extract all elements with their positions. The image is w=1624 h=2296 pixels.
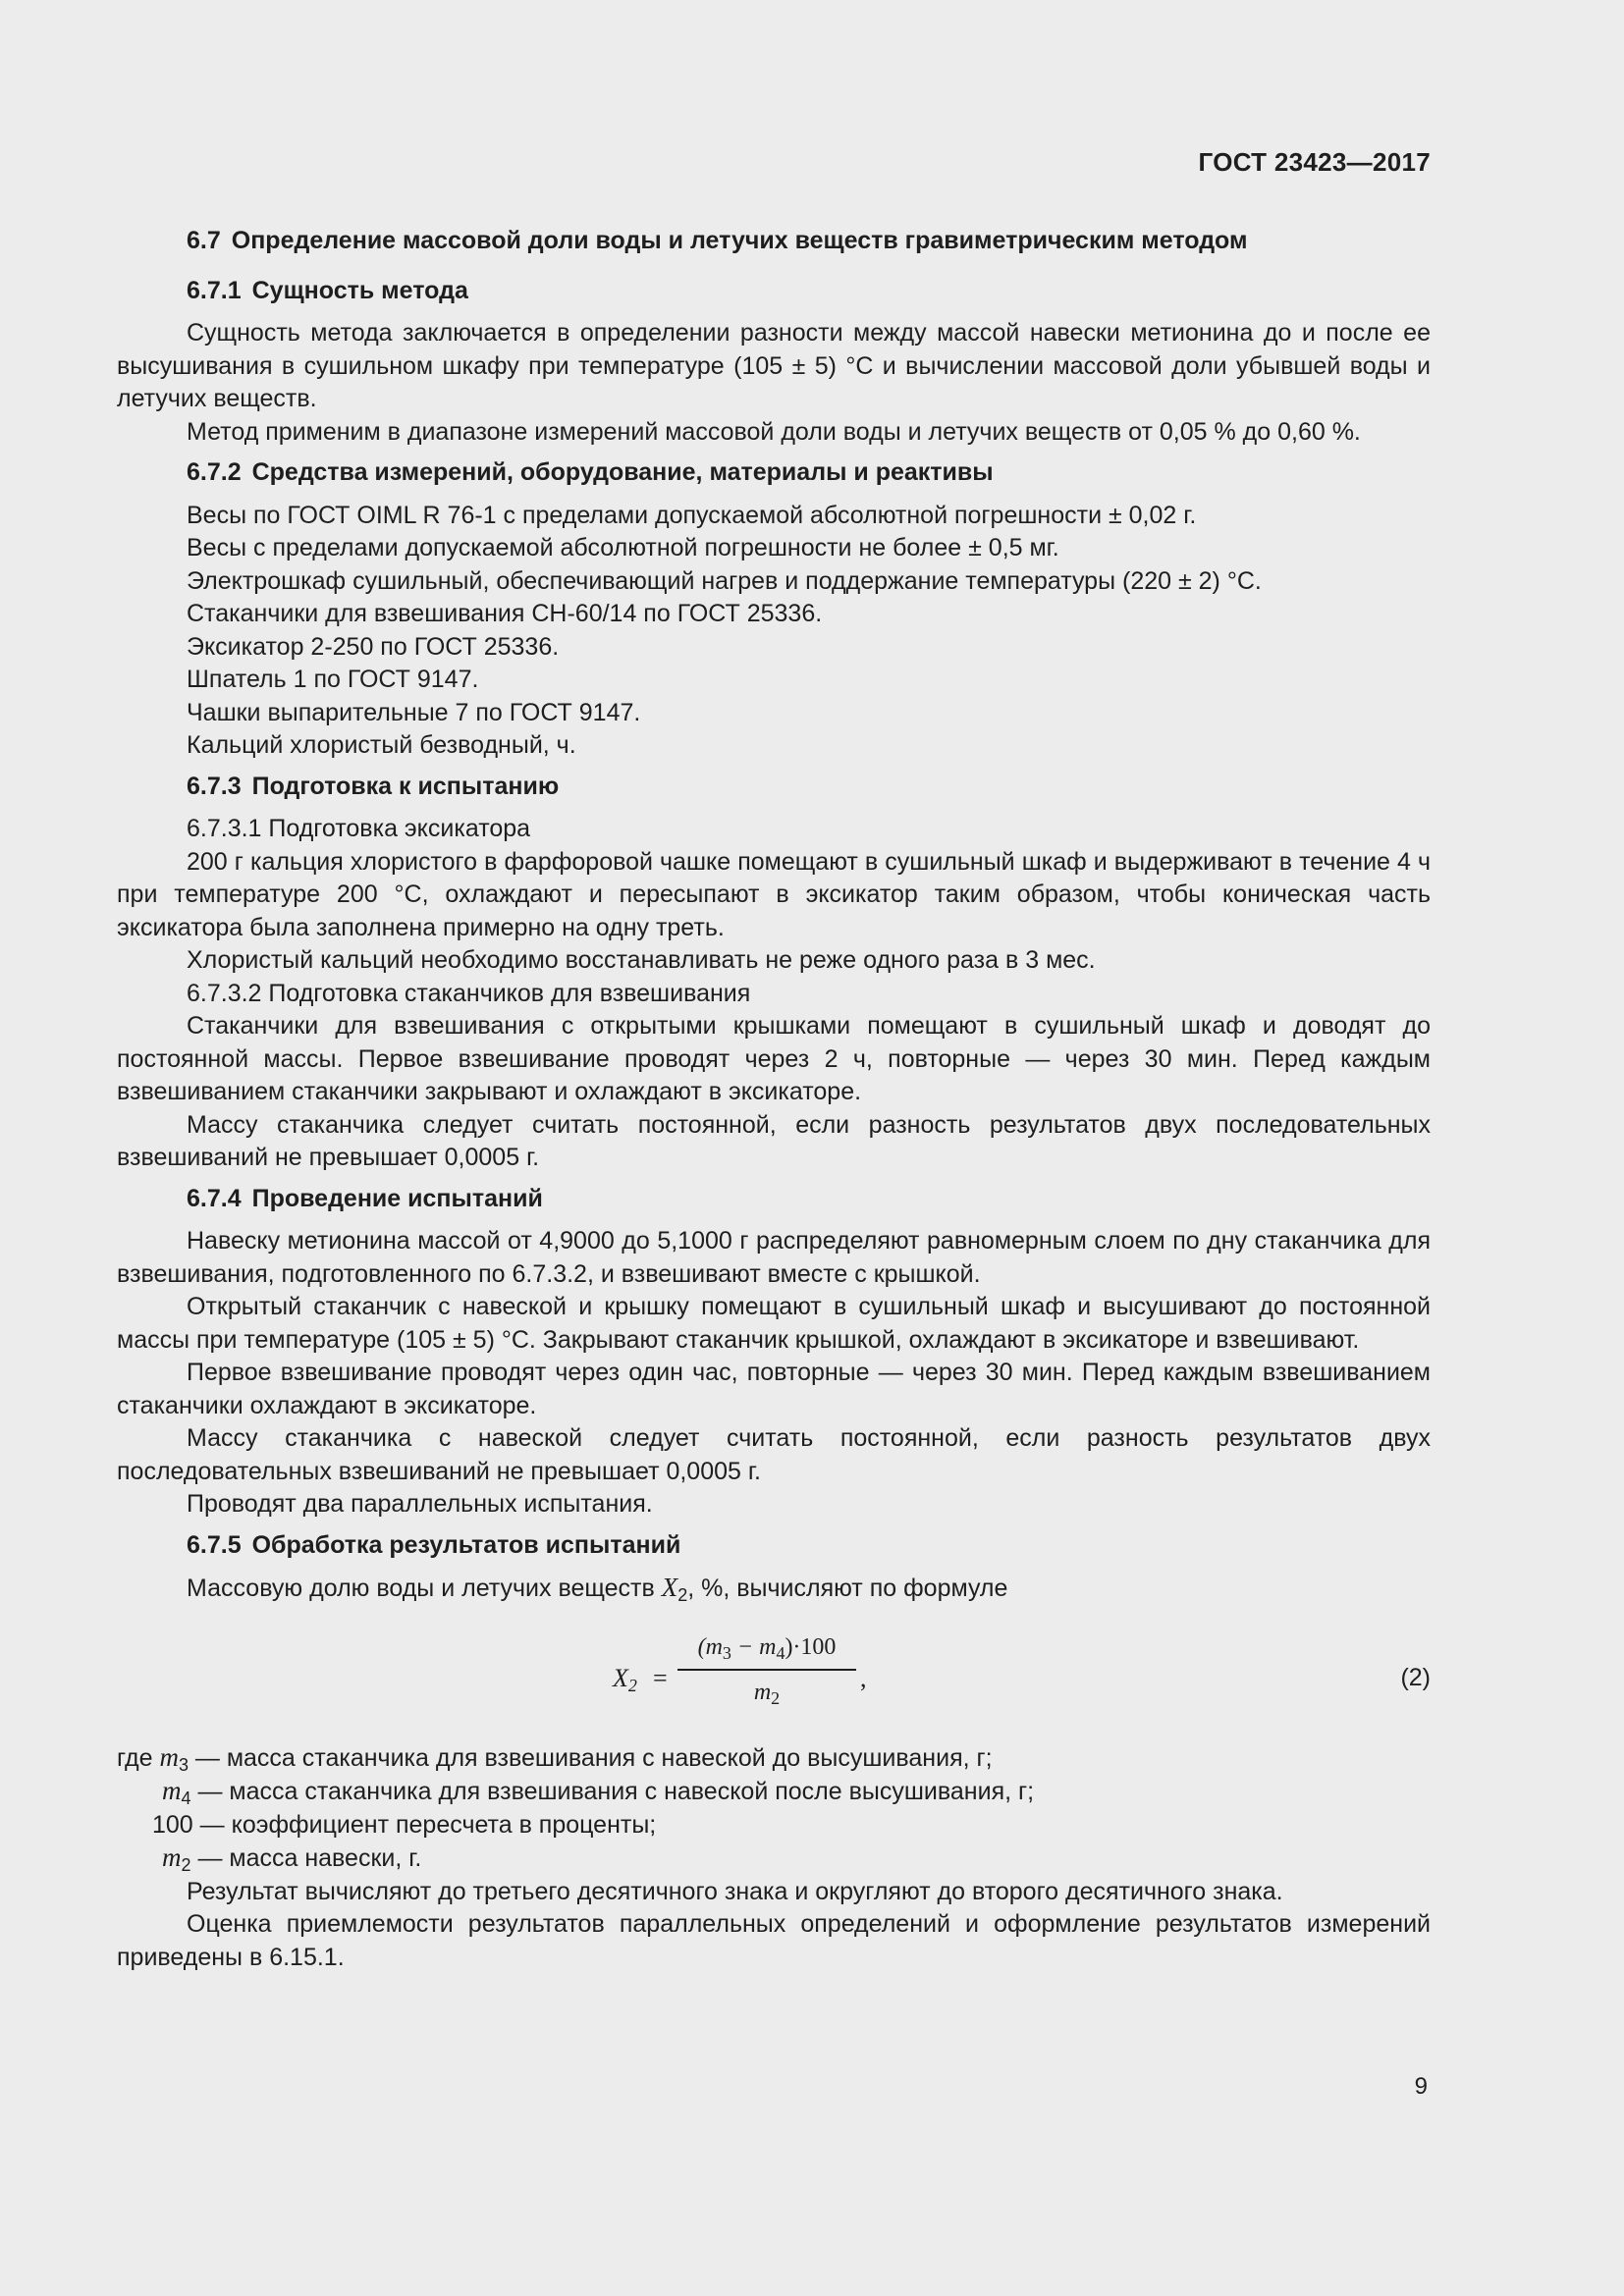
paragraph: Оценка приемлемости результатов параллельных определений и оформление результатов измерений приведены в 6.15.1. xyxy=(117,1910,1431,1971)
subsection-heading-6-7-2 xyxy=(117,456,1431,490)
legend-text: — масса стаканчика для взвешивания с навеской до высушивания, г; xyxy=(188,1743,993,1772)
legend-item xyxy=(117,1741,1431,1776)
fraction-bar xyxy=(677,1669,856,1671)
paragraph: Массу стаканчика следует считать постоянной, если разность результатов двух последовательных взвешиваний не превышает 0,0005 г. xyxy=(117,1110,1431,1171)
den-variable: m xyxy=(753,1680,772,1705)
intro-text: Массовую долю воды и летучих веществ xyxy=(187,1575,662,1602)
variable-legend xyxy=(117,1741,1431,1876)
subscript: 2 xyxy=(771,1688,781,1708)
paragraph: Хлористый кальций необходимо восстанавливать не реже одного раза в 3 мес. xyxy=(187,946,1096,974)
equipment-item: Шпатель 1 по ГОСТ 9147. xyxy=(187,666,479,693)
equipment-item: Эксикатор 2-250 по ГОСТ 25336. xyxy=(187,632,560,661)
legend-prefix: где xyxy=(117,1743,160,1772)
equipment-item: Стаканчики для взвешивания СН-60/14 по ГОСТ 25336. xyxy=(187,600,823,627)
subscript: 4 xyxy=(776,1642,785,1663)
subscript: 3 xyxy=(178,1754,189,1775)
paragraph: Массу стаканчика с навеской следует считать постоянной, если разность результатов двух последовательных взвешиваний не превышает 0,0005 г. xyxy=(117,1424,1431,1485)
equipment-item: Чашки выпарительные 7 по ГОСТ 9147. xyxy=(187,698,641,726)
num-part: )·100 xyxy=(785,1633,837,1660)
equipment-item: Электрошкаф сушильный, обеспечивающий нагрев и поддержание температуры (220 ± 2) °С. xyxy=(187,566,1262,595)
denominator xyxy=(677,1677,856,1710)
subsection-title: Обработка результатов испытаний xyxy=(251,1530,681,1559)
formula-variable: X xyxy=(613,1663,628,1692)
subsection-title: Сущность метода xyxy=(251,276,468,304)
subscript: 2 xyxy=(181,1855,191,1875)
subsection-title: Подготовка к испытанию xyxy=(251,772,560,800)
paragraph: Проводят два параллельных испытания. xyxy=(187,1490,653,1518)
subsection-title: Проведение испытаний xyxy=(251,1184,543,1212)
paragraph: Стаканчики для взвешивания с открытыми крышками помещают в сушильный шкаф и доводят до постоянной массы. Первое взвешивание проводят через 2 ч, повторные — через 30 мин. Перед каждым взвешиванием стаканчики закрывают и охлаждают в эксикаторе. xyxy=(117,1012,1431,1105)
subscript: 2 xyxy=(627,1675,637,1695)
subsection-number: 6.7.5 xyxy=(187,1530,242,1559)
legend-prefix: 100 xyxy=(152,1810,193,1839)
variable: m xyxy=(162,1842,182,1872)
formula-lhs xyxy=(613,1662,637,1695)
subsection-number: 6.7.4 xyxy=(187,1184,242,1212)
formula-intro xyxy=(117,1572,1431,1606)
document-body xyxy=(117,225,1431,1974)
legend-text: — масса навески, г. xyxy=(190,1844,422,1872)
section-heading xyxy=(117,225,1431,258)
equipment-item: Весы с пределами допускаемой абсолютной погрешности не более ± 0,5 мг. xyxy=(187,534,1059,561)
equipment-item: Весы по ГОСТ OIML R 76-1 с пределами допускаемой абсолютной погрешности ± 0,02 г. xyxy=(187,501,1197,529)
num-part: (m xyxy=(697,1633,723,1660)
formula-block xyxy=(117,1631,1431,1726)
section-number: 6.7 xyxy=(187,227,221,254)
paragraph: Навеску метионина массой от 4,9000 до 5,1000 г распределяют равномерным слоем по дну стаканчика для взвешивания, подготовленного по 6.7.3.2, и взвешивают вместе с крышкой. xyxy=(117,1227,1431,1288)
subsection-heading-6-7-5 xyxy=(117,1529,1431,1563)
fraction xyxy=(677,1631,856,1710)
intro-text-end: , %, вычисляют по формуле xyxy=(687,1575,1008,1602)
legend-item xyxy=(117,1775,1431,1809)
subsection-number: 6.7.1 xyxy=(187,276,242,304)
formula-comma: , xyxy=(860,1663,867,1692)
clause-title: 6.7.3.2 Подготовка стаканчиков для взвешивания xyxy=(187,979,751,1007)
subscript: 4 xyxy=(181,1789,191,1808)
equals-sign: = xyxy=(653,1663,668,1692)
page-number: 9 xyxy=(1414,2073,1428,2100)
variable: X xyxy=(661,1573,678,1602)
clause-title: 6.7.3.1 Подготовка эксикатора xyxy=(187,815,531,842)
legend-text: — коэффициент пересчета в проценты; xyxy=(192,1810,657,1839)
legend-item xyxy=(117,1809,1431,1842)
paragraph: Сущность метода заключается в определении разности между массой навески метионина до и после ее высушивания в сушильном шкафу при температуре (105 ± 5) °С и вычислении массовой доли убывшей воды и летучих веществ. xyxy=(117,319,1431,412)
subscript: 2 xyxy=(677,1585,688,1605)
num-part: − m xyxy=(731,1633,777,1660)
paragraph: Первое взвешивание проводят через один час, повторные — через 30 мин. Перед каждым взвешиванием стаканчики охлаждают в эксикаторе. xyxy=(117,1359,1431,1419)
variable: m xyxy=(162,1776,182,1805)
section-title: Определение массовой доли воды и летучих веществ гравиметрическим методом xyxy=(231,227,1248,254)
paragraph: 200 г кальция хлористого в фарфоровой чашке помещают в сушильный шкаф и выдерживают в течение 4 ч при температуре 200 °С, охлаждают и пересыпают в эксикатор таким образом, чтобы коническая часть эксикатора была заполнена примерно на одну треть. xyxy=(117,847,1431,941)
subsection-heading-6-7-1 xyxy=(117,275,1431,308)
legend-item xyxy=(117,1842,1431,1876)
paragraph: Результат вычисляют до третьего десятичного знака и округляют до второго десятичного знака. xyxy=(187,1877,1283,1905)
subscript: 3 xyxy=(722,1642,731,1663)
subsection-number: 6.7.3 xyxy=(187,772,242,800)
subsection-heading-6-7-3 xyxy=(117,771,1431,804)
subsection-heading-6-7-4 xyxy=(117,1183,1431,1216)
paragraph: Открытый стаканчик с навеской и крышку помещают в сушильный шкаф и высушивают до постоянной массы при температуре (105 ± 5) °С. Закрывают стаканчик крышкой, охлаждают в эксикаторе и взвешивают. xyxy=(117,1293,1431,1354)
legend-text: — масса стаканчика для взвешивания с навеской после высушивания, г; xyxy=(190,1778,1035,1805)
document-id: ГОСТ 23423—2017 xyxy=(1198,147,1431,177)
variable: m xyxy=(159,1741,179,1772)
subsection-title: Средства измерений, оборудование, материалы и реактивы xyxy=(251,458,994,486)
subsection-number: 6.7.2 xyxy=(187,458,242,486)
formula-number: (2) xyxy=(1400,1663,1431,1691)
paragraph: Метод применим в диапазоне измерений массовой доли воды и летучих веществ от 0,05 % до 0,60 %. xyxy=(187,417,1361,446)
equipment-item: Кальций хлористый безводный, ч. xyxy=(187,731,576,759)
numerator xyxy=(677,1631,856,1665)
